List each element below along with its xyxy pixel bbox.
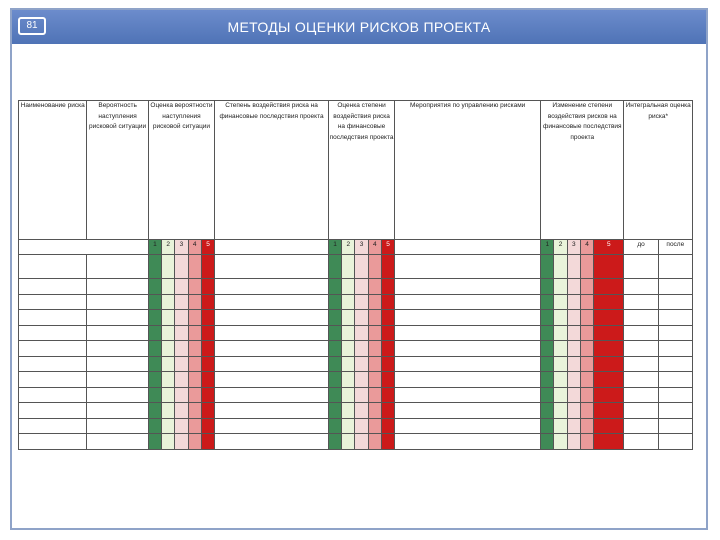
table-cell[interactable] xyxy=(188,434,201,450)
scale-4: 4 xyxy=(580,240,593,255)
table-cell[interactable] xyxy=(162,418,175,434)
table-cell[interactable] xyxy=(87,356,148,372)
table-cell[interactable] xyxy=(175,294,188,310)
table-row xyxy=(19,434,693,450)
table-cell[interactable] xyxy=(342,341,355,357)
table-cell[interactable] xyxy=(162,387,175,403)
table-cell[interactable] xyxy=(215,418,329,434)
table-cell[interactable] xyxy=(624,310,658,326)
table-cell[interactable] xyxy=(148,418,161,434)
table-cell[interactable] xyxy=(624,434,658,450)
slide-number: 81 xyxy=(18,17,46,35)
table-cell[interactable] xyxy=(188,255,201,279)
table-cell[interactable] xyxy=(368,310,381,326)
table-cell[interactable] xyxy=(215,372,329,388)
table-cell[interactable] xyxy=(381,279,394,295)
table-cell[interactable] xyxy=(201,294,214,310)
table-cell[interactable] xyxy=(328,372,341,388)
table-cell[interactable] xyxy=(162,356,175,372)
table-cell[interactable] xyxy=(175,341,188,357)
table-cell[interactable] xyxy=(658,387,692,403)
table-cell[interactable] xyxy=(594,294,624,310)
header-probability: Вероятность наступления рисковой ситуации xyxy=(87,101,148,240)
table-cell[interactable] xyxy=(541,418,554,434)
table-cell[interactable] xyxy=(148,387,161,403)
table-cell[interactable] xyxy=(342,255,355,279)
table-cell[interactable] xyxy=(188,403,201,419)
table-cell[interactable] xyxy=(188,341,201,357)
table-cell[interactable] xyxy=(175,325,188,341)
table-cell[interactable] xyxy=(554,255,567,279)
table-cell[interactable] xyxy=(580,356,593,372)
table-cell[interactable] xyxy=(395,325,541,341)
table-cell[interactable] xyxy=(567,434,580,450)
table-cell[interactable] xyxy=(19,341,87,357)
table-cell[interactable] xyxy=(580,403,593,419)
table-cell[interactable] xyxy=(658,372,692,388)
table-cell[interactable] xyxy=(567,341,580,357)
table-cell[interactable] xyxy=(162,255,175,279)
table-cell[interactable] xyxy=(188,310,201,326)
header-measures: Мероприятия по управлению рисками xyxy=(395,101,541,240)
table-cell[interactable] xyxy=(355,387,368,403)
table-cell[interactable] xyxy=(395,418,541,434)
scale-1: 1 xyxy=(541,240,554,255)
table-cell[interactable] xyxy=(624,325,658,341)
table-cell[interactable] xyxy=(328,434,341,450)
table-cell[interactable] xyxy=(580,310,593,326)
table-cell[interactable] xyxy=(381,418,394,434)
table-cell[interactable] xyxy=(175,356,188,372)
table-cell[interactable] xyxy=(342,294,355,310)
table-cell[interactable] xyxy=(381,310,394,326)
table-cell[interactable] xyxy=(175,372,188,388)
table-cell[interactable] xyxy=(554,387,567,403)
table-cell[interactable] xyxy=(580,294,593,310)
table-cell[interactable] xyxy=(328,403,341,419)
table-cell[interactable] xyxy=(541,294,554,310)
table-cell[interactable] xyxy=(594,356,624,372)
table-cell[interactable] xyxy=(368,325,381,341)
table-cell[interactable] xyxy=(328,294,341,310)
table-cell[interactable] xyxy=(215,356,329,372)
table-cell[interactable] xyxy=(87,310,148,326)
table-cell[interactable] xyxy=(658,356,692,372)
table-cell[interactable] xyxy=(215,255,329,279)
table-cell[interactable] xyxy=(328,356,341,372)
table-cell[interactable] xyxy=(201,341,214,357)
table-cell[interactable] xyxy=(188,418,201,434)
table-cell[interactable] xyxy=(215,403,329,419)
table-cell[interactable] xyxy=(328,279,341,295)
scale-4: 4 xyxy=(188,240,201,255)
table-cell[interactable] xyxy=(554,325,567,341)
table-cell[interactable] xyxy=(624,294,658,310)
table-cell[interactable] xyxy=(19,325,87,341)
table-cell[interactable] xyxy=(215,294,329,310)
table-cell[interactable] xyxy=(381,325,394,341)
table-cell[interactable] xyxy=(355,255,368,279)
table-cell[interactable] xyxy=(594,372,624,388)
table-cell[interactable] xyxy=(188,294,201,310)
table-cell[interactable] xyxy=(541,279,554,295)
table-cell[interactable] xyxy=(395,255,541,279)
table-cell[interactable] xyxy=(381,341,394,357)
table-cell[interactable] xyxy=(342,418,355,434)
table-cell[interactable] xyxy=(580,372,593,388)
table-cell[interactable] xyxy=(624,356,658,372)
table-cell[interactable] xyxy=(215,310,329,326)
table-cell[interactable] xyxy=(368,356,381,372)
table-cell[interactable] xyxy=(395,310,541,326)
table-cell[interactable] xyxy=(594,387,624,403)
table-cell[interactable] xyxy=(395,341,541,357)
table-cell[interactable] xyxy=(188,325,201,341)
table-cell[interactable] xyxy=(624,387,658,403)
table-cell[interactable] xyxy=(381,294,394,310)
table-cell[interactable] xyxy=(188,356,201,372)
table-cell[interactable] xyxy=(201,372,214,388)
table-cell[interactable] xyxy=(148,341,161,357)
table-cell[interactable] xyxy=(328,341,341,357)
header-integral: Интегральная оценка риска* xyxy=(624,101,693,240)
table-cell[interactable] xyxy=(624,418,658,434)
table-cell[interactable] xyxy=(148,356,161,372)
table-cell[interactable] xyxy=(342,372,355,388)
table-cell[interactable] xyxy=(381,387,394,403)
table-cell[interactable] xyxy=(201,418,214,434)
table-cell[interactable] xyxy=(148,434,161,450)
table-cell[interactable] xyxy=(175,279,188,295)
table-cell[interactable] xyxy=(19,255,87,279)
scale-2: 2 xyxy=(342,240,355,255)
table-cell[interactable] xyxy=(368,418,381,434)
table-row xyxy=(19,294,693,310)
table-cell[interactable] xyxy=(381,434,394,450)
table-cell[interactable] xyxy=(355,356,368,372)
table-cell[interactable] xyxy=(381,255,394,279)
table-cell[interactable] xyxy=(201,279,214,295)
table-cell[interactable] xyxy=(658,418,692,434)
table-cell[interactable] xyxy=(594,279,624,295)
table-cell[interactable] xyxy=(594,434,624,450)
table-cell[interactable] xyxy=(328,387,341,403)
table-cell[interactable] xyxy=(368,387,381,403)
table-cell[interactable] xyxy=(395,356,541,372)
table-cell[interactable] xyxy=(355,325,368,341)
table-cell[interactable] xyxy=(658,434,692,450)
table-cell[interactable] xyxy=(567,387,580,403)
table-cell[interactable] xyxy=(342,387,355,403)
table-cell[interactable] xyxy=(148,325,161,341)
table-cell[interactable] xyxy=(395,372,541,388)
table-row xyxy=(19,418,693,434)
table-cell[interactable] xyxy=(395,387,541,403)
table-cell[interactable] xyxy=(19,403,87,419)
table-cell[interactable] xyxy=(554,434,567,450)
table-cell[interactable] xyxy=(162,294,175,310)
table-row xyxy=(19,356,693,372)
scale-spacer xyxy=(19,240,149,255)
table-cell[interactable] xyxy=(19,387,87,403)
table-cell[interactable] xyxy=(368,403,381,419)
table-cell[interactable] xyxy=(567,255,580,279)
table-cell[interactable] xyxy=(395,294,541,310)
table-cell[interactable] xyxy=(355,434,368,450)
table-cell[interactable] xyxy=(580,255,593,279)
table-cell[interactable] xyxy=(162,279,175,295)
table-cell[interactable] xyxy=(328,418,341,434)
table-cell[interactable] xyxy=(19,356,87,372)
table-cell[interactable] xyxy=(148,310,161,326)
table-cell[interactable] xyxy=(188,279,201,295)
table-cell[interactable] xyxy=(148,294,161,310)
scale-5: 5 xyxy=(594,240,624,255)
table-cell[interactable] xyxy=(19,372,87,388)
scale-2: 2 xyxy=(162,240,175,255)
scale-5: 5 xyxy=(381,240,394,255)
table-cell[interactable] xyxy=(175,434,188,450)
integral-after-label: после xyxy=(658,240,692,255)
table-cell[interactable] xyxy=(554,372,567,388)
table-cell[interactable] xyxy=(624,341,658,357)
table-cell[interactable] xyxy=(658,294,692,310)
table-row xyxy=(19,372,693,388)
scale-3: 3 xyxy=(567,240,580,255)
table-cell[interactable] xyxy=(541,310,554,326)
table-cell[interactable] xyxy=(580,279,593,295)
table-cell[interactable] xyxy=(658,255,692,279)
table-cell[interactable] xyxy=(87,294,148,310)
table-cell[interactable] xyxy=(328,310,341,326)
table-cell[interactable] xyxy=(368,294,381,310)
table-cell[interactable] xyxy=(368,341,381,357)
table-cell[interactable] xyxy=(342,279,355,295)
table-cell[interactable] xyxy=(162,310,175,326)
table-cell[interactable] xyxy=(342,403,355,419)
scale-4: 4 xyxy=(368,240,381,255)
table-row xyxy=(19,255,693,279)
table-row xyxy=(19,325,693,341)
table-cell[interactable] xyxy=(162,325,175,341)
table-cell[interactable] xyxy=(567,294,580,310)
table-cell[interactable] xyxy=(175,403,188,419)
table-row xyxy=(19,341,693,357)
table-cell[interactable] xyxy=(624,255,658,279)
table-cell[interactable] xyxy=(554,418,567,434)
table-row xyxy=(19,387,693,403)
table-cell[interactable] xyxy=(567,279,580,295)
table-cell[interactable] xyxy=(87,279,148,295)
table-cell[interactable] xyxy=(148,255,161,279)
table-cell[interactable] xyxy=(580,325,593,341)
table-cell[interactable] xyxy=(368,372,381,388)
table-cell[interactable] xyxy=(355,294,368,310)
table-cell[interactable] xyxy=(554,403,567,419)
table-cell[interactable] xyxy=(594,310,624,326)
table-cell[interactable] xyxy=(541,434,554,450)
table-cell[interactable] xyxy=(541,325,554,341)
table-cell[interactable] xyxy=(567,325,580,341)
table-cell[interactable] xyxy=(355,403,368,419)
table-cell[interactable] xyxy=(19,418,87,434)
table-cell[interactable] xyxy=(175,387,188,403)
table-cell[interactable] xyxy=(201,434,214,450)
table-cell[interactable] xyxy=(658,403,692,419)
table-cell[interactable] xyxy=(554,356,567,372)
table-cell[interactable] xyxy=(554,341,567,357)
scale-spacer xyxy=(395,240,541,255)
table-cell[interactable] xyxy=(19,279,87,295)
table-cell[interactable] xyxy=(215,341,329,357)
table-cell[interactable] xyxy=(87,255,148,279)
scale-3: 3 xyxy=(175,240,188,255)
table-cell[interactable] xyxy=(162,434,175,450)
table-cell[interactable] xyxy=(215,325,329,341)
table-cell[interactable] xyxy=(541,372,554,388)
table-cell[interactable] xyxy=(594,325,624,341)
table-cell[interactable] xyxy=(188,387,201,403)
table-cell[interactable] xyxy=(355,310,368,326)
scale-5: 5 xyxy=(201,240,214,255)
table-cell[interactable] xyxy=(395,434,541,450)
table-cell[interactable] xyxy=(188,372,201,388)
table-cell[interactable] xyxy=(624,403,658,419)
table-cell[interactable] xyxy=(658,279,692,295)
table-cell[interactable] xyxy=(541,356,554,372)
table-cell[interactable] xyxy=(541,341,554,357)
table-cell[interactable] xyxy=(580,341,593,357)
table-cell[interactable] xyxy=(658,341,692,357)
header-probability-score: Оценка вероятности наступления рисковой ситуации xyxy=(148,101,214,240)
table-cell[interactable] xyxy=(148,372,161,388)
table-cell[interactable] xyxy=(567,418,580,434)
table-cell[interactable] xyxy=(554,294,567,310)
table-cell[interactable] xyxy=(381,356,394,372)
header-impact: Степень воздействия риска на финансовые последствия проекта xyxy=(215,101,329,240)
table-cell[interactable] xyxy=(87,372,148,388)
table-cell[interactable] xyxy=(381,403,394,419)
integral-before-label: до xyxy=(624,240,658,255)
table-cell[interactable] xyxy=(580,387,593,403)
title-bar xyxy=(12,10,706,44)
table-cell[interactable] xyxy=(162,341,175,357)
table-cell[interactable] xyxy=(87,387,148,403)
table-cell[interactable] xyxy=(355,341,368,357)
table-cell[interactable] xyxy=(541,403,554,419)
table-cell[interactable] xyxy=(395,279,541,295)
header-impact-score: Оценка степени воздействия риска на финансовые последствия проекта xyxy=(328,101,394,240)
table-cell[interactable] xyxy=(328,255,341,279)
table-cell[interactable] xyxy=(201,403,214,419)
table-cell[interactable] xyxy=(541,387,554,403)
table-cell[interactable] xyxy=(201,387,214,403)
table-cell[interactable] xyxy=(658,310,692,326)
table-row xyxy=(19,403,693,419)
table-cell[interactable] xyxy=(368,255,381,279)
table-cell[interactable] xyxy=(328,325,341,341)
table-cell[interactable] xyxy=(215,434,329,450)
table-cell[interactable] xyxy=(215,387,329,403)
table-cell[interactable] xyxy=(541,255,554,279)
table-cell[interactable] xyxy=(342,356,355,372)
table-cell[interactable] xyxy=(580,434,593,450)
table-cell[interactable] xyxy=(148,279,161,295)
table-cell[interactable] xyxy=(567,356,580,372)
table-cell[interactable] xyxy=(19,294,87,310)
table-cell[interactable] xyxy=(342,325,355,341)
header-impact-change: Изменение степени воздействия рисков на финансовые последствия проекта xyxy=(541,101,624,240)
table-row xyxy=(19,310,693,326)
table-cell[interactable] xyxy=(567,403,580,419)
table-cell[interactable] xyxy=(148,403,161,419)
table-cell[interactable] xyxy=(201,325,214,341)
scale-3: 3 xyxy=(355,240,368,255)
table-cell[interactable] xyxy=(342,434,355,450)
table-cell[interactable] xyxy=(594,418,624,434)
header-risk-name: Наименование риска xyxy=(19,101,87,240)
table-cell[interactable] xyxy=(624,279,658,295)
table-cell[interactable] xyxy=(594,341,624,357)
table-cell[interactable] xyxy=(201,310,214,326)
table-cell[interactable] xyxy=(201,356,214,372)
table-cell[interactable] xyxy=(554,310,567,326)
slide-title: МЕТОДЫ ОЦЕНКИ РИСКОВ ПРОЕКТА xyxy=(227,19,491,35)
table-cell[interactable] xyxy=(594,255,624,279)
table-cell[interactable] xyxy=(19,310,87,326)
table-cell[interactable] xyxy=(355,372,368,388)
risk-assessment-table xyxy=(18,100,693,450)
table-cell[interactable] xyxy=(355,418,368,434)
scale-1: 1 xyxy=(328,240,341,255)
table-cell[interactable] xyxy=(87,418,148,434)
table-cell[interactable] xyxy=(175,255,188,279)
table-cell[interactable] xyxy=(87,325,148,341)
table-cell[interactable] xyxy=(162,403,175,419)
table-cell[interactable] xyxy=(395,403,541,419)
table-cell[interactable] xyxy=(567,310,580,326)
table-cell[interactable] xyxy=(368,279,381,295)
table-cell[interactable] xyxy=(567,372,580,388)
table-cell[interactable] xyxy=(580,418,593,434)
table-cell[interactable] xyxy=(215,279,329,295)
scale-2: 2 xyxy=(554,240,567,255)
table-cell[interactable] xyxy=(368,434,381,450)
table-cell[interactable] xyxy=(162,372,175,388)
table-cell[interactable] xyxy=(658,325,692,341)
table-cell[interactable] xyxy=(355,279,368,295)
table-row xyxy=(19,279,693,295)
scale-1: 1 xyxy=(148,240,161,255)
table-cell[interactable] xyxy=(175,310,188,326)
table-cell[interactable] xyxy=(594,403,624,419)
table-cell[interactable] xyxy=(624,372,658,388)
table-cell[interactable] xyxy=(381,372,394,388)
table-cell[interactable] xyxy=(87,403,148,419)
table-cell[interactable] xyxy=(87,434,148,450)
table-cell[interactable] xyxy=(19,434,87,450)
table-cell[interactable] xyxy=(201,255,214,279)
table-cell[interactable] xyxy=(342,310,355,326)
table-cell[interactable] xyxy=(87,341,148,357)
scale-spacer xyxy=(215,240,329,255)
table-cell[interactable] xyxy=(554,279,567,295)
table-cell[interactable] xyxy=(175,418,188,434)
